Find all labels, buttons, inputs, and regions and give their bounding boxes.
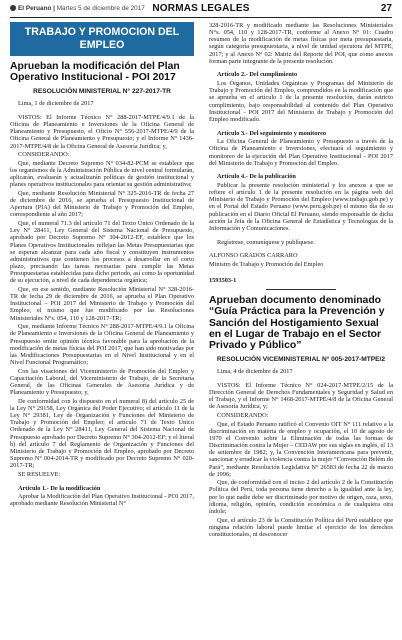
place-date-2: Lima, 4 de diciembre de 2017 — [217, 368, 293, 376]
left-paragraph: Que, mediante Resolución Ministerial N° 325-2016-TR de fecha 27 de diciembre de 2016, se aprueba el Presupuesto Institucional de Apertura (PIA) del Ministerio de Trabajo y Promoción del Empleo, correspondiente al año 2017; — [10, 189, 194, 219]
right-paragraph: VISTOS: El Informe Técnico N° 024-2017-MTPE/2/15 de la Dirección General de Derechos Fundamentales y Seguridad y Salud en el Trabajo, y el Informe N° 1468-2017-MTPE/4/8 de la Oficina General de Asesoría Jurídica, y; — [209, 381, 393, 411]
left-paragraph: De conformidad con lo dispuesto en el numeral 8) del artículo 25 de la Ley N° 29158, Ley Orgánica del Poder Ejecutivo; el artículo 11 de la Ley N° 29381, Ley de Organización y Funciones del Ministerio de Trabajo y Promoción del Empleo; el artículo 71 de Texto Único Ordenado de la Ley N° 28411, Ley General del Sistema Nacional de Presupuesto aprobado por Decreto Supremo N° 304-2012-EF; y el literal b) del artículo 7 del Reglamento de Organización y Funciones del Ministerio de Trabajo y Promoción del Empleo, aprobado por Decreto Supremo N° 004-2014-TR y modificado por Decreto Supremo N° 020-2017-TR; — [10, 397, 194, 470]
page-header — [10, 3, 392, 18]
article-3-text: La Oficina General de Planeamiento y Presupuesto a través de la Oficina de Planeamiento e Inversiones, efectuará el seguimiento y monitoreo de la ejecución del Plan Operativo Institucional - POI 2017 del Ministerio de Trabajo y Promoción del Empleo. — [209, 138, 393, 167]
right-paragraph: Que, el Estado Peruano ratificó el Convenio OIT N° 111 relativo a la discriminación en materia de empleo y ocupación, el 10 de agosto de 1970 el Convenio sobre la Eliminación de todas las formas de Discriminación contra la Mujer – CEDAW por sus siglas en inglés, el 13 de setiembre de 1982; y, la Convención Interamericana para prevenir, sancionar y erradicar la violencia contra la mujer “Convención Belém do Pará”, mediante Resolución Legislativa N° 26583 de fecha 22 de marzo de 1996; — [209, 420, 393, 478]
right-paragraph: Que, el artículo 23 de la Constitución Política del Perú establece que ninguna relación laboral puede limitar el ejercicio de los derechos constitucionales, ni desconocer — [209, 516, 393, 538]
publication-name: El Peruano — [18, 5, 52, 12]
resolution-number: RESOLUCIÓN MINISTERIAL N° 227-2017-TR — [33, 87, 171, 95]
separator-rule — [266, 289, 336, 290]
article-2-text: Los Órganos, Unidades Orgánicas y Programas del Ministerio de Trabajo y Promoción del Empleo, comprendidos en la modificación que se aprueba en el artículo 1 de la presente resolución, darán estricto cumplimiento, bajo responsabilidad al contenido del Plan Operativo Institucional - POI 2017 del Ministerio de Trabajo y Promoción del Empleo modificado. — [209, 80, 393, 123]
left-paragraph: SE RESUELVE: — [18, 470, 61, 478]
left-paragraph: CONSIDERANDO: — [18, 151, 70, 159]
section-title: NORMAS LEGALES — [152, 3, 250, 14]
left-paragraph: Que, el numeral 71.3 del artículo 71 del Texto Único Ordenado de la Ley N° 28411, Ley General del Sistema Nacional de Presupuesto, aprobado por Decreto Supremo N° 304-2012-EF, establece que los Planes Operativos Institucionales reflejan las Metas Presupuestarias que se esperan alcanzar para cada año fiscal y constituyen instrumentos administrativos que contienen los procesos a desarrollar en el corto plazo, precisando las tareas necesarias para cumplir las Metas Presupuestarias establecidas para dicho periodo, así como la oportunidad de su ejecución, a nivel de cada dependencia orgánica; — [10, 220, 194, 285]
right-paragraph: CONSIDERANDO: — [217, 411, 269, 419]
norm-title: Aprueban la modificación del Plan Operativo Institucional - POI 2017 — [10, 61, 180, 84]
left-column — [10, 22, 194, 636]
issue-date: Martes 5 de diciembre de 2017 — [56, 5, 145, 12]
left-paragraph: VISTOS: El Informe Técnico N° 288-2017-MTPE/4/9.1 de la Oficina de Planeamiento e Inversiones de la Oficina General de Planeamiento y Presupuesto, el Oficio N° 556-2017-MTPE/4/9 de la Oficina General de Planeamiento y Presupuesto; y el Informe N° 1436-2017-MTPE/4/8 de la Oficina General de Asesoría Jurídica; y, — [10, 113, 194, 150]
place-date: Lima, 1 de diciembre de 2017 — [18, 100, 94, 108]
document-number: 1593503-1 — [209, 276, 237, 284]
article-4-title: Artículo 4.- De la publicación — [217, 173, 296, 181]
right-column — [209, 22, 393, 636]
article-3-title: Artículo 3.- Del seguimiento y monitoreo — [217, 129, 327, 137]
article-1-title: Artículo 1.- De la modificación — [18, 484, 101, 492]
left-paragraph: Que, en ese sentido, mediante Resolución Ministerial N° 328-2016-TR de fecha 29 de diciembre de 2016, se aprueba el Plan Operativo Institucional – POI 2017 del Ministerio de Trabajo y Promoción del Empleo, el mismo que fue modificado por las Resoluciones Ministeriales N°s. 054, 110 y 128-2017-TR; — [10, 285, 194, 322]
left-paragraph: Que, mediante Decreto Supremo N° 034-82-PCM se establece que los organismos de la Administración Pública de nivel central formularán, aplicarán, evaluarán y actualizarán políticas de gestión institucional y planes operativos institucionales para orientar su gestión administrativa; — [10, 159, 194, 189]
continuation-text: 328-2016-TR y modificado mediante las Resoluciones Ministeriales N°s. 054, 110 y 128-2017-TR, conforme al Anexo N° 01: Cuadro resumen de la modificación de metas físicas por meta presupuestaria, según categoría presupuestaria, a nivel de unidad ejecutora del MTPE, 2017; y al Anexo N° 02: Matriz del Reporte del POI, que como anexos forman parte integrante de la presente resolución. — [209, 22, 393, 65]
article-4-text: Publicar la presente resolución ministerial y los anexos a que se refiere el artículo 1 de la presente resolución en la página web del Ministerio de Trabajo y Promoción del Empleo (www.trabajo.gob.pe) y en el Portal del Estado Peruano (www.peru.gob.pe) el mismo día de su publicación en el Diario Oficial El Peruano, siendo responsable de dicha acción la Jefa de la Oficina General de Estadística y Tecnologías de la Información y Comunicaciones. — [209, 181, 393, 232]
left-paragraphs — [10, 114, 194, 478]
signatory-name: ALFONSO GRADOS CARRARO — [209, 252, 298, 260]
publication-logo: El Peruano | Martes 5 de diciembre de 2017 — [10, 5, 145, 12]
article-1-text: Aprobar la Modificación del Plan Operativo Institucional - POI 2017, aprobado mediante Resolución Ministerial N° — [10, 493, 194, 508]
right-paragraphs — [209, 382, 393, 538]
norm-title-2: Aprueban documento denominado “Guía Práctica para la Prevención y Sanción del Hostigamiento Sexual en el Lugar de Trabajo en el Sector Privado y Público” — [209, 294, 385, 352]
right-paragraph: Que, de conformidad con el inciso 2 del artículo 2 de la Constitución Política del Perú, toda persona tiene derecho a la igualdad ante la ley, por lo que nadie debe ser discriminado por motivo de origen, raza, sexo, idioma, religión, opinión, condición económica o de cualquiera otra índole; — [209, 479, 393, 515]
sector-banner: TRABAJO Y PROMOCION DEL EMPLEO — [10, 22, 194, 56]
left-paragraph: Con las visaciones del Viceministerio de Promoción del Empleo y Capacitación Laboral, del Viceministerio de Trabajo, de la Secretaría General, de las Oficinas Generales de Asesoría Jurídica y de Planeamiento y Presupuesto; y, — [10, 367, 194, 397]
page-number: 27 — [380, 3, 392, 14]
left-paragraph: Que, mediante Informe Técnico N° 288-2017-MTPE/4/9.1 la Oficina de Planeamiento e Inversiones de la Oficina General de Planeamiento y Presupuesto emite opinión técnica favorable para la aprobación de la modificación de metas físicas del POI 2017, que han sido motivadas por las Modificaciones Presupuestarias en el Nivel Institucional y en el Nivel Funcional Programático; — [10, 323, 194, 367]
signatory-title: Ministro de Trabajo y Promoción del Empleo — [209, 260, 324, 268]
article-2-title: Artículo 2.- Del cumplimiento — [217, 71, 298, 79]
closing-formula: Regístrese, comuníquese y publíquese. — [217, 238, 315, 246]
resolution-number-2: RESOLUCIÓN VICEMINISTERIAL N° 005-2017-MTPE/2 — [216, 355, 386, 363]
